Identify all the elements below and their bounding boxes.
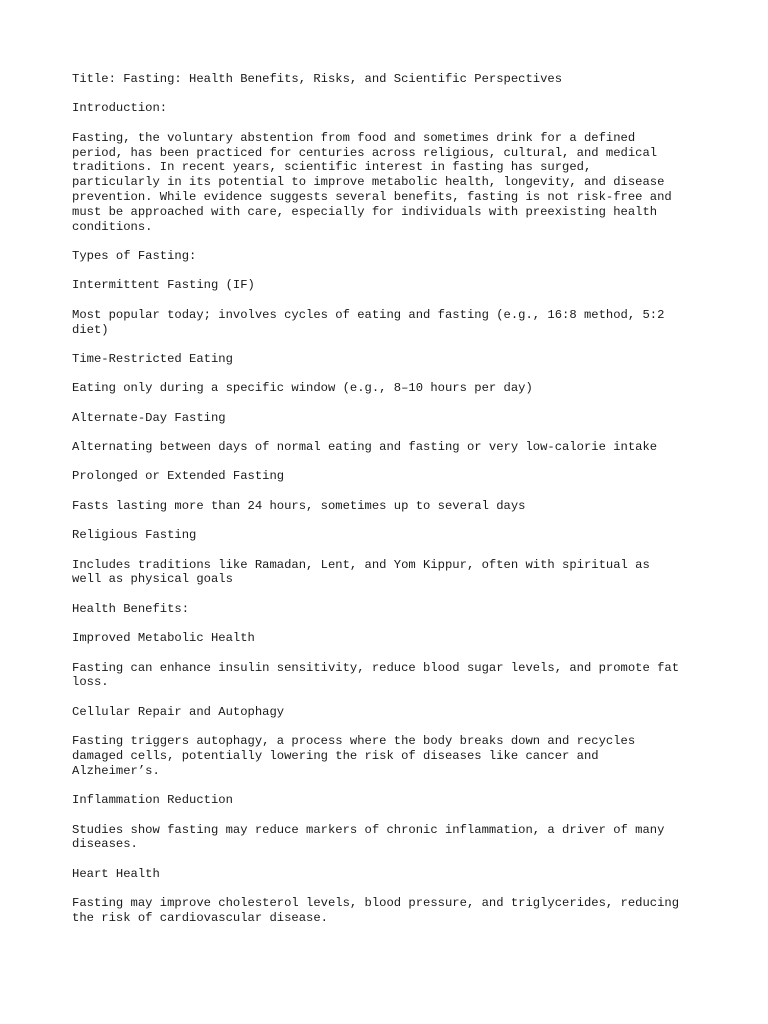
type-name-intermittent: Intermittent Fasting (IF) — [72, 278, 255, 293]
benefit-description-metabolic: Fasting can enhance insulin sensitivity, reduce blood sugar levels, and promote fat loss. — [72, 660, 680, 690]
introduction-paragraph: Fasting, the voluntary abstention from food and sometimes drink for a defined period, has been practiced for centuries across religious, cultural, and medical traditions. In recent years, scientific interest in fasting has surged, particularly in its potential to improve metabolic health, longevity, and disease prevention. While evidence suggests several benefits, fasting is not risk-free and must be approached with care, especially for individuals with preexisting health conditions. — [72, 130, 672, 234]
type-description-time-restricted: Eating only during a specific window (e.g., 8–10 hours per day) — [72, 381, 533, 396]
benefit-description-autophagy: Fasting triggers autophagy, a process where the body breaks down and recycles damaged cells, potentially lowering the risk of diseases like cancer and Alzheimer’s. — [72, 734, 636, 778]
document-body — [72, 72, 702, 940]
type-name-time-restricted: Time-Restricted Eating — [72, 351, 233, 366]
type-description-religious: Includes traditions like Ramadan, Lent, and Yom Kippur, often with spiritual as well as physical goals — [72, 557, 650, 587]
type-name-alternate-day: Alternate-Day Fasting — [72, 410, 226, 425]
type-description-prolonged: Fasts lasting more than 24 hours, sometimes up to several days — [72, 498, 526, 513]
introduction-heading: Introduction: — [72, 101, 168, 116]
benefit-name-metabolic: Improved Metabolic Health — [72, 631, 255, 646]
type-name-religious: Religious Fasting — [72, 528, 197, 543]
type-description-intermittent: Most popular today; involves cycles of eating and fasting (e.g., 16:8 method, 5:2 diet) — [72, 307, 665, 337]
type-description-alternate-day: Alternating between days of normal eating and fasting or very low-calorie intake — [72, 440, 658, 455]
benefit-name-autophagy: Cellular Repair and Autophagy — [72, 704, 285, 719]
benefit-description-inflammation: Studies show fasting may reduce markers of chronic inflammation, a driver of many diseases. — [72, 822, 665, 852]
type-name-prolonged: Prolonged or Extended Fasting — [72, 469, 285, 484]
document-title: Title: Fasting: Health Benefits, Risks, and Scientific Perspectives — [72, 72, 563, 86]
benefits-heading: Health Benefits: — [72, 601, 190, 616]
types-heading: Types of Fasting: — [72, 248, 197, 263]
benefit-description-heart: Fasting may improve cholesterol levels, blood pressure, and triglycerides, reducing the risk of cardiovascular disease. — [72, 896, 680, 925]
benefit-name-heart: Heart Health — [72, 866, 160, 881]
benefit-name-inflammation: Inflammation Reduction — [72, 793, 233, 808]
